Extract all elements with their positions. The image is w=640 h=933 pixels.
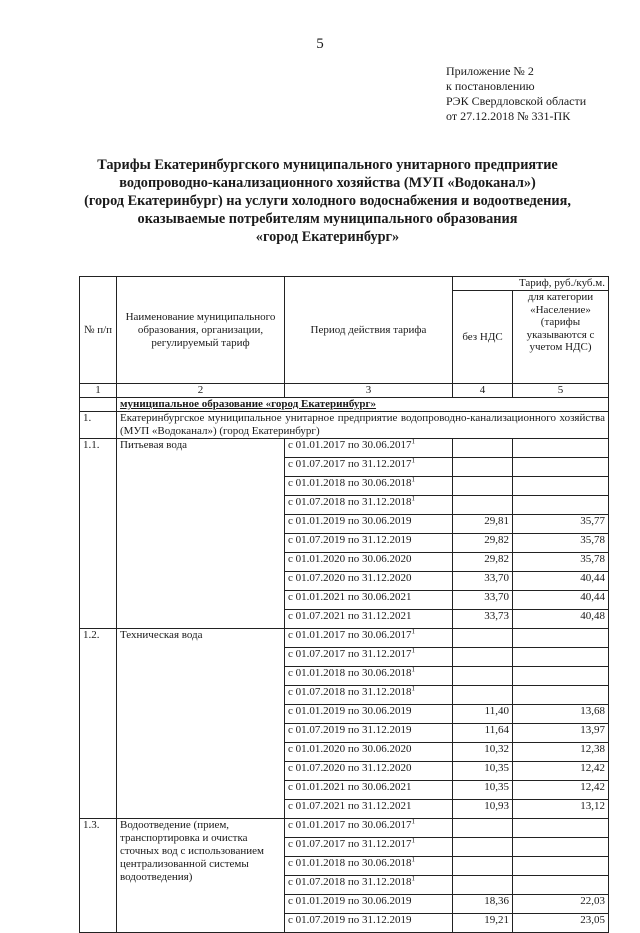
footnote-mark: 1 bbox=[411, 685, 416, 693]
tariff-population: 13,68 bbox=[513, 705, 609, 724]
footnote-mark: 1 bbox=[411, 875, 416, 883]
period-cell bbox=[285, 629, 453, 648]
tariff-population bbox=[513, 876, 609, 895]
title-line: (город Екатеринбург) на услуги холодного водоснабжения и водоотведения, bbox=[84, 193, 571, 209]
period-text: с 01.01.2021 по 30.06.2021 bbox=[288, 781, 412, 793]
footnote-mark: 1 bbox=[411, 856, 416, 864]
tariff-population: 12,42 bbox=[513, 762, 609, 781]
footnote-mark: 1 bbox=[411, 457, 416, 465]
period-text: с 01.01.2021 по 30.06.2021 bbox=[288, 591, 412, 603]
tariff-population: 22,03 bbox=[513, 895, 609, 914]
period-cell bbox=[285, 876, 453, 895]
tariff-population: 40,44 bbox=[513, 572, 609, 591]
period-cell bbox=[285, 667, 453, 686]
period-text: с 01.01.2019 по 30.06.2019 bbox=[288, 705, 412, 717]
period-cell bbox=[285, 515, 453, 534]
footnote-mark: 1 bbox=[411, 628, 416, 636]
column-number: 3 bbox=[285, 384, 453, 398]
period-text: с 01.01.2017 по 30.06.2017 bbox=[288, 629, 412, 641]
tariff-population: 35,78 bbox=[513, 534, 609, 553]
tariff-no-vat bbox=[453, 857, 513, 876]
tariff-no-vat bbox=[453, 667, 513, 686]
title-line: оказываемые потребителям муниципального образования bbox=[137, 211, 518, 227]
period-cell bbox=[285, 553, 453, 572]
tariff-population: 12,42 bbox=[513, 781, 609, 800]
column-number: 5 bbox=[513, 384, 609, 398]
tariff-population bbox=[513, 477, 609, 496]
footnote-mark: 1 bbox=[411, 666, 416, 674]
tariff-population: 23,05 bbox=[513, 914, 609, 933]
period-text: с 01.07.2019 по 31.12.2019 bbox=[288, 534, 412, 546]
period-text: с 01.01.2019 по 30.06.2019 bbox=[288, 895, 412, 907]
section-name: Водоотведение (прием, транспортировка и очистка сточных вод с использованием централизованной системы водоотведения) bbox=[117, 819, 285, 933]
column-number: 1 bbox=[80, 384, 117, 398]
period-text: с 01.07.2017 по 31.12.2017 bbox=[288, 838, 412, 850]
period-cell bbox=[285, 914, 453, 933]
tariff-no-vat bbox=[453, 629, 513, 648]
tariff-no-vat: 29,82 bbox=[453, 534, 513, 553]
section-number: 1.2. bbox=[80, 629, 117, 819]
tariff-population bbox=[513, 667, 609, 686]
tariff-no-vat: 33,70 bbox=[453, 572, 513, 591]
tariff-population: 13,97 bbox=[513, 724, 609, 743]
tariff-no-vat: 19,21 bbox=[453, 914, 513, 933]
header-period: Период действия тарифа bbox=[285, 277, 453, 384]
period-text: с 01.07.2019 по 31.12.2019 bbox=[288, 914, 412, 926]
tariff-no-vat: 33,73 bbox=[453, 610, 513, 629]
tariff-population bbox=[513, 819, 609, 838]
period-cell bbox=[285, 705, 453, 724]
period-cell bbox=[285, 762, 453, 781]
tariff-no-vat bbox=[453, 686, 513, 705]
period-text: с 01.07.2020 по 31.12.2020 bbox=[288, 572, 412, 584]
period-cell bbox=[285, 895, 453, 914]
period-cell bbox=[285, 838, 453, 857]
period-cell bbox=[285, 800, 453, 819]
tariff-population bbox=[513, 648, 609, 667]
tariff-no-vat bbox=[453, 477, 513, 496]
tariff-no-vat bbox=[453, 819, 513, 838]
period-text: с 01.07.2021 по 31.12.2021 bbox=[288, 610, 412, 622]
footnote-mark: 1 bbox=[411, 476, 416, 484]
tariff-population: 35,78 bbox=[513, 553, 609, 572]
period-text: с 01.07.2020 по 31.12.2020 bbox=[288, 762, 412, 774]
section-number: 1.1. bbox=[80, 439, 117, 629]
period-text: с 01.01.2017 по 30.06.2017 bbox=[288, 439, 412, 451]
header-no-vat: без НДС bbox=[453, 291, 513, 384]
title-line: Тарифы Екатеринбургского муниципального унитарного предприятие bbox=[97, 157, 558, 173]
tariff-no-vat bbox=[453, 458, 513, 477]
period-text: с 01.07.2017 по 31.12.2017 bbox=[288, 458, 412, 470]
tariff-no-vat: 11,40 bbox=[453, 705, 513, 724]
period-text: с 01.01.2017 по 30.06.2017 bbox=[288, 819, 412, 831]
tariff-no-vat: 29,81 bbox=[453, 515, 513, 534]
period-text: с 01.07.2018 по 31.12.2018 bbox=[288, 686, 412, 698]
period-cell bbox=[285, 610, 453, 629]
tariff-population bbox=[513, 458, 609, 477]
header-tariff: Тариф, руб./куб.м. bbox=[453, 277, 609, 291]
tariff-population: 40,48 bbox=[513, 610, 609, 629]
period-cell bbox=[285, 819, 453, 838]
tariff-no-vat: 29,82 bbox=[453, 553, 513, 572]
period-text: с 01.07.2019 по 31.12.2019 bbox=[288, 724, 412, 736]
section-number: 1.3. bbox=[80, 819, 117, 933]
period-cell bbox=[285, 781, 453, 800]
period-text: с 01.01.2018 по 30.06.2018 bbox=[288, 667, 412, 679]
tariff-table bbox=[79, 276, 609, 933]
tariff-population bbox=[513, 857, 609, 876]
footnote-mark: 1 bbox=[411, 495, 416, 503]
tariff-population bbox=[513, 686, 609, 705]
section-name: Питьевая вода bbox=[117, 439, 285, 629]
column-number: 4 bbox=[453, 384, 513, 398]
period-text: с 01.01.2018 по 30.06.2018 bbox=[288, 857, 412, 869]
table-row bbox=[80, 629, 609, 648]
tariff-no-vat bbox=[453, 876, 513, 895]
municipality-title: муниципальное образование «город Екатеринбург» bbox=[117, 398, 609, 412]
period-cell bbox=[285, 648, 453, 667]
empty-cell bbox=[80, 398, 117, 412]
period-text: с 01.01.2020 по 30.06.2020 bbox=[288, 553, 412, 565]
table-row bbox=[80, 439, 609, 458]
tariff-no-vat bbox=[453, 496, 513, 515]
period-cell bbox=[285, 591, 453, 610]
appendix-line: Приложение № 2 bbox=[446, 64, 534, 78]
period-text: с 01.07.2017 по 31.12.2017 bbox=[288, 648, 412, 660]
footnote-mark: 1 bbox=[411, 818, 416, 826]
appendix-line: к постановлению bbox=[446, 79, 535, 93]
title-line: «город Екатеринбург» bbox=[255, 229, 400, 245]
footnote-mark: 1 bbox=[411, 837, 416, 845]
tariff-no-vat: 10,35 bbox=[453, 781, 513, 800]
header-no: № п/п bbox=[80, 277, 117, 384]
period-cell bbox=[285, 439, 453, 458]
table-row bbox=[80, 819, 609, 838]
tariff-no-vat: 18,36 bbox=[453, 895, 513, 914]
appendix-block bbox=[446, 64, 586, 124]
period-cell bbox=[285, 477, 453, 496]
tariff-population bbox=[513, 838, 609, 857]
period-cell bbox=[285, 724, 453, 743]
footnote-mark: 1 bbox=[411, 438, 416, 446]
tariff-population bbox=[513, 439, 609, 458]
title-line: водопроводно-канализационного хозяйства (МУП «Водоканал») bbox=[119, 175, 536, 191]
tariff-population bbox=[513, 629, 609, 648]
period-text: с 01.01.2019 по 30.06.2019 bbox=[288, 515, 412, 527]
tariff-no-vat: 33,70 bbox=[453, 591, 513, 610]
tariff-no-vat: 11,64 bbox=[453, 724, 513, 743]
period-cell bbox=[285, 534, 453, 553]
footnote-mark: 1 bbox=[411, 647, 416, 655]
period-cell bbox=[285, 743, 453, 762]
tariff-population: 40,44 bbox=[513, 591, 609, 610]
appendix-line: от 27.12.2018 № 331-ПК bbox=[446, 109, 571, 123]
period-cell bbox=[285, 458, 453, 477]
org-number: 1. bbox=[80, 412, 117, 439]
appendix-line: РЭК Свердловской области bbox=[446, 94, 587, 108]
period-cell bbox=[285, 686, 453, 705]
page-number: 5 bbox=[316, 36, 324, 52]
period-text: с 01.07.2021 по 31.12.2021 bbox=[288, 800, 412, 812]
tariff-population: 12,38 bbox=[513, 743, 609, 762]
tariff-no-vat bbox=[453, 648, 513, 667]
section-name: Техническая вода bbox=[117, 629, 285, 819]
period-cell bbox=[285, 572, 453, 591]
tariff-no-vat: 10,93 bbox=[453, 800, 513, 819]
period-text: с 01.01.2018 по 30.06.2018 bbox=[288, 477, 412, 489]
tariff-no-vat: 10,35 bbox=[453, 762, 513, 781]
period-text: с 01.07.2018 по 31.12.2018 bbox=[288, 496, 412, 508]
period-text: с 01.01.2020 по 30.06.2020 bbox=[288, 743, 412, 755]
tariff-population: 35,77 bbox=[513, 515, 609, 534]
header-population: для категории «Население» (тарифы указываются с учетом НДС) bbox=[513, 291, 609, 384]
period-cell bbox=[285, 857, 453, 876]
column-number: 2 bbox=[117, 384, 285, 398]
tariff-no-vat bbox=[453, 439, 513, 458]
tariff-population bbox=[513, 496, 609, 515]
tariff-population: 13,12 bbox=[513, 800, 609, 819]
tariff-no-vat bbox=[453, 838, 513, 857]
header-name: Наименование муниципального образования, организации, регулируемый тариф bbox=[117, 277, 285, 384]
tariff-no-vat: 10,32 bbox=[453, 743, 513, 762]
period-text: с 01.07.2018 по 31.12.2018 bbox=[288, 876, 412, 888]
document-title bbox=[40, 156, 615, 246]
org-name: Екатеринбургское муниципальное унитарное предприятие водопроводно-канализационного хозяйства (МУП «Водоканал») (город Екатеринбург) bbox=[117, 412, 609, 439]
period-cell bbox=[285, 496, 453, 515]
